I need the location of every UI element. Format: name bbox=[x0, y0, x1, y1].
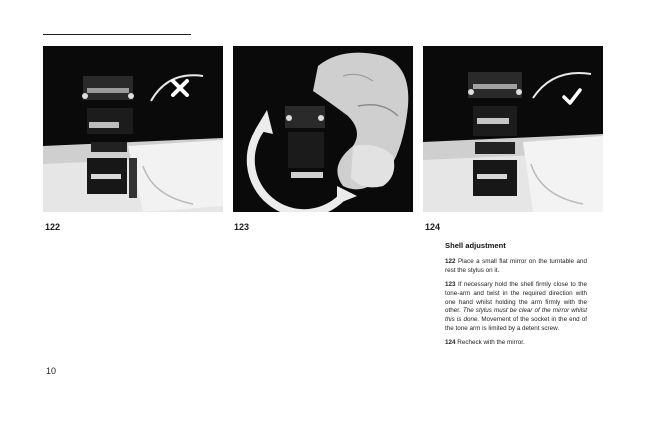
paragraph-number: 122 bbox=[445, 257, 456, 265]
section-title: Shell adjustment bbox=[445, 241, 506, 250]
paragraph-text: Place a small flat mirror on the turntable and rest the stylus on it. bbox=[445, 257, 587, 274]
figure-number-123: 123 bbox=[234, 222, 250, 232]
page-number: 10 bbox=[46, 366, 57, 376]
photo-124-stylus-on-mirror-correct bbox=[423, 46, 603, 212]
top-rule bbox=[43, 34, 191, 35]
paragraph-warning-italic: The stylus must be clear of the mirror whilst this is done. bbox=[445, 307, 587, 324]
paragraph-123 bbox=[445, 281, 587, 334]
paragraph-number: 123 bbox=[445, 280, 456, 288]
figure-number-124: 124 bbox=[425, 222, 441, 232]
paragraph-122 bbox=[445, 258, 587, 276]
photo-122-stylus-on-mirror-wrong bbox=[43, 46, 223, 212]
paragraph-text: Recheck with the mirror. bbox=[457, 339, 525, 347]
figure-number-122: 122 bbox=[45, 222, 61, 232]
paragraph-text-tail: Movement of the socket in the end of the tone arm is limited by a detent screw. bbox=[445, 316, 587, 333]
instruction-text-column bbox=[445, 242, 587, 353]
paragraph-text: If necessary hold the shell firmly close to the tone-arm and twist in the required direction with one hand whilst holding the arm firmly with the other. bbox=[445, 280, 587, 315]
cross-mark-icon bbox=[170, 78, 190, 98]
paragraph-number: 124 bbox=[445, 339, 456, 347]
check-mark-icon bbox=[562, 88, 582, 106]
paragraph-124 bbox=[445, 339, 587, 348]
photo-123-twisting-shell bbox=[233, 46, 413, 212]
